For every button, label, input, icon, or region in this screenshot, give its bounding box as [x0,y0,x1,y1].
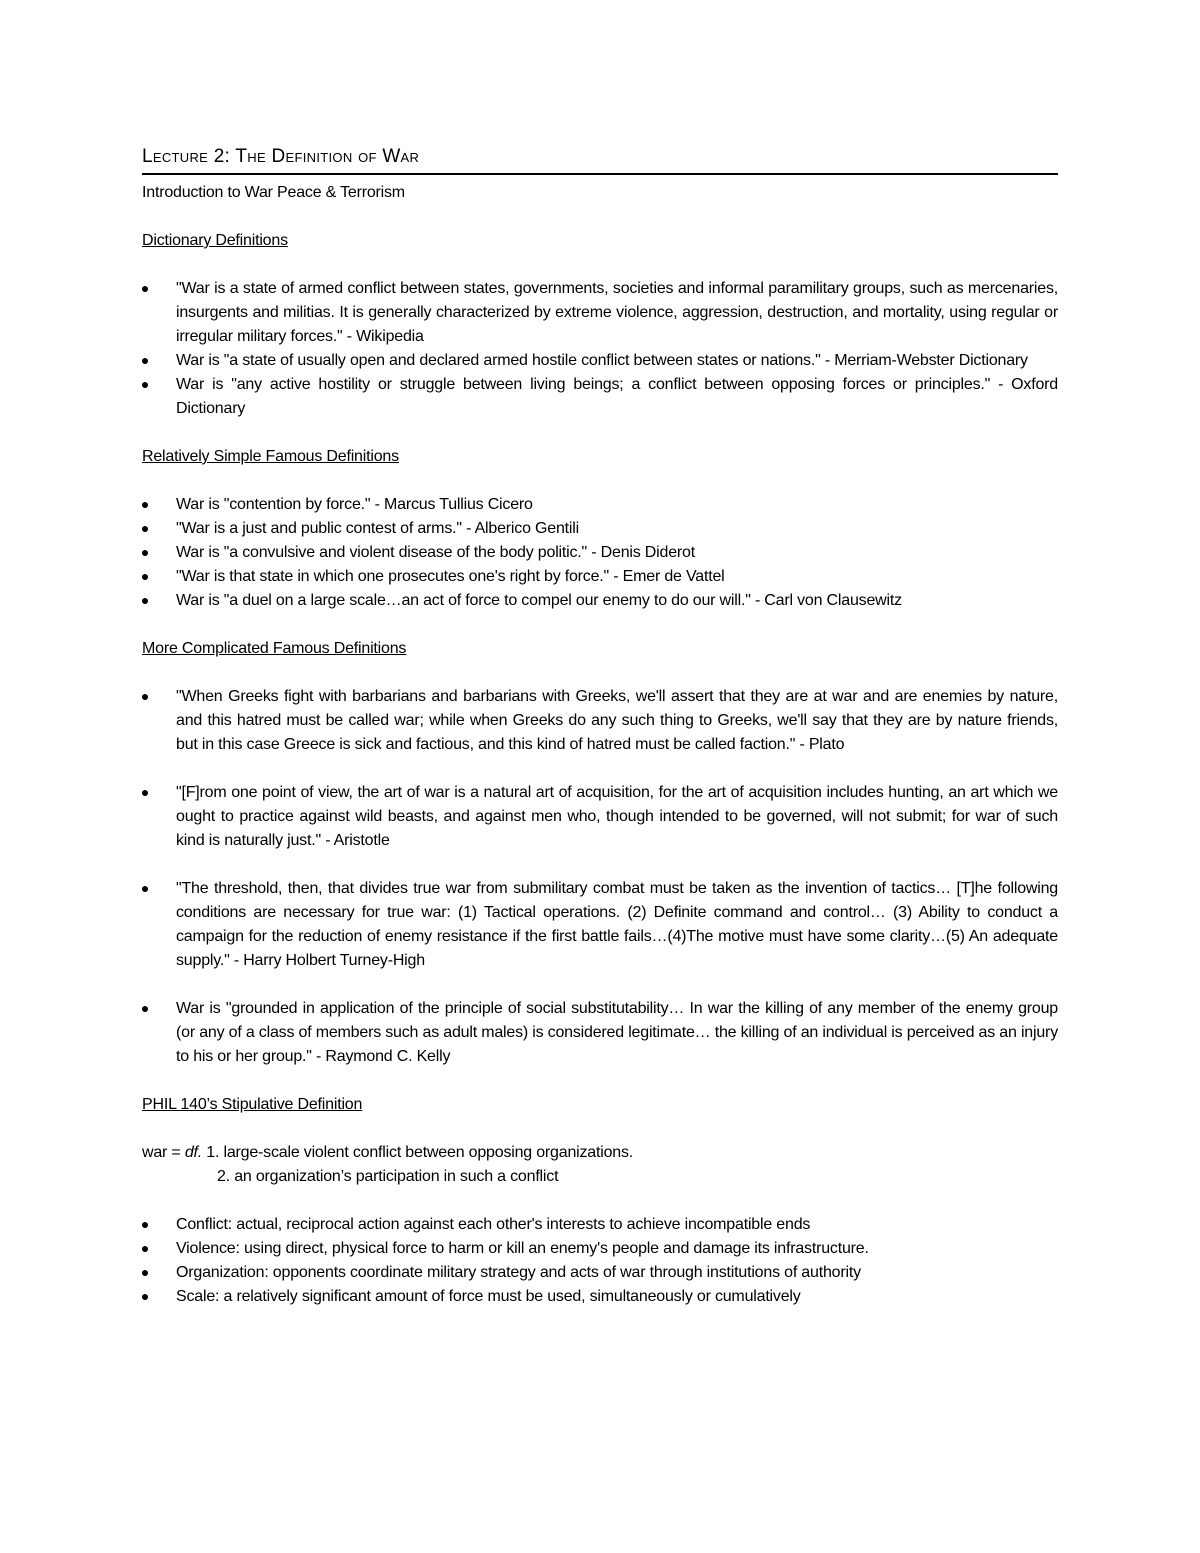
simple-definitions-list [142,493,1058,613]
complicated-definitions-list [142,685,1058,1069]
list-item [142,541,1058,565]
page-title [142,140,1058,175]
list-item [142,1285,1058,1309]
list-item-text: War is "grounded in application of the principle of social substitutability… In war the killing of any member of the enemy group (or any of a class of members such as adult males) is considered legitimate… the killing of an individual is perceived as an injury to his or her group." - Raymond C. Kelly [176,1000,1058,1065]
bullet-icon [142,694,148,700]
bullet-icon [142,1294,148,1300]
section-heading-simple: Relatively Simple Famous Definitions [142,448,399,465]
list-item [142,685,1058,757]
list-item-text: Scale: a relatively significant amount of force must be used, simultaneously or cumulatively [176,1288,801,1305]
list-item-text: War is "a duel on a large scale…an act of force to compel our enemy to do our will." - Carl von Clausewitz [176,592,902,609]
bullet-icon [142,598,148,604]
list-item [142,997,1058,1069]
bullet-icon [142,1006,148,1012]
list-item-text: "War is a just and public contest of arms." - Alberico Gentili [176,520,579,537]
list-item-text: Conflict: actual, reciprocal action against each other's interests to achieve incompatible ends [176,1216,811,1233]
stipulative-line-2: 2. an organization’s participation in such a conflict [217,1168,559,1185]
list-item [142,349,1058,373]
list-item-text: War is "any active hostility or struggle between living beings; a conflict between opposing forces or principles." - Oxford Dictionary [176,376,1058,417]
list-item [142,781,1058,853]
section-heading-dictionary: Dictionary Definitions [142,232,288,249]
list-item-text: Organization: opponents coordinate military strategy and acts of war through institutions of authority [176,1264,861,1281]
list-item [142,277,1058,349]
section-heading-stipulative: PHIL 140’s Stipulative Definition [142,1096,363,1113]
page-title-text: Lecture 2: The Definition of War [142,146,420,167]
list-item-text: War is "contention by force." - Marcus Tullius Cicero [176,496,533,513]
list-item [142,877,1058,973]
bullet-icon [142,382,148,388]
definition-line-1: 1. large-scale violent conflict between opposing organizations. [202,1144,634,1161]
list-item-text: Violence: using direct, physical force to harm or kill an enemy's people and damage its infrastructure. [176,1240,869,1257]
list-item-text: War is "a state of usually open and declared armed hostile conflict between states or nations." - Merriam-Webster Dictionary [176,352,1028,369]
list-item [142,589,1058,613]
stipulative-line-1 [142,1141,1058,1165]
document-page [142,140,1058,1309]
list-item [142,1213,1058,1237]
list-item [142,517,1058,541]
bullet-icon [142,574,148,580]
bullet-icon [142,1246,148,1252]
list-item-text: "[F]rom one point of view, the art of war is a natural art of acquisition, for the art of acquisition includes hunting, an art which we ought to practice against wild beasts, and against men who, though intended to be governed, will not submit; for war of such kind is naturally just." - Aristotle [176,784,1058,849]
bullet-icon [142,286,148,292]
bullet-icon [142,502,148,508]
list-item-text: "War is a state of armed conflict between states, governments, societies and informal paramilitary groups, such as mercenaries, insurgents and militias. It is generally characterized by extreme violence, aggression, destruction, and mortality, using regular or irregular military forces." - Wikipedia [176,280,1058,345]
list-item-text: "War is that state in which one prosecutes one's right by force." - Emer de Vattel [176,568,725,585]
list-item [142,565,1058,589]
definition-term: war = [142,1144,185,1161]
list-item-text: War is "a convulsive and violent disease of the body politic." - Denis Diderot [176,544,695,561]
stipulative-definition [142,1141,1058,1189]
bullet-icon [142,1222,148,1228]
bullet-icon [142,526,148,532]
section-heading-complicated: More Complicated Famous Definitions [142,640,407,657]
bullet-icon [142,358,148,364]
bullet-icon [142,550,148,556]
list-item-text: "When Greeks fight with barbarians and barbarians with Greeks, we'll assert that they are at war and are enemies by nature, and this hatred must be called war; while when Greeks do any such thing to Greeks, we'll say that they are by nature friends, but in this case Greece is sick and factious, and this kind of hatred must be called faction." - Plato [176,688,1058,753]
bullet-icon [142,886,148,892]
bullet-icon [142,1270,148,1276]
list-item [142,493,1058,517]
stipulative-criteria-list [142,1213,1058,1309]
dictionary-definitions-list [142,277,1058,421]
df-abbrev: df. [184,1144,203,1161]
list-item [142,373,1058,421]
list-item [142,1261,1058,1285]
list-item-text: "The threshold, then, that divides true war from submilitary combat must be taken as the invention of tactics… [T]he following conditions are necessary for true war: (1) Tactical operations. (2) Definite command and control… (3) Ability to conduct a campaign for the reduction of enemy resistance if the first battle fails…(4)The motive must have some clarity…(5) An adequate supply." - Harry Holbert Turney-High [176,880,1058,969]
list-item [142,1237,1058,1261]
course-subtitle: Introduction to War Peace & Terrorism [142,184,405,201]
bullet-icon [142,790,148,796]
